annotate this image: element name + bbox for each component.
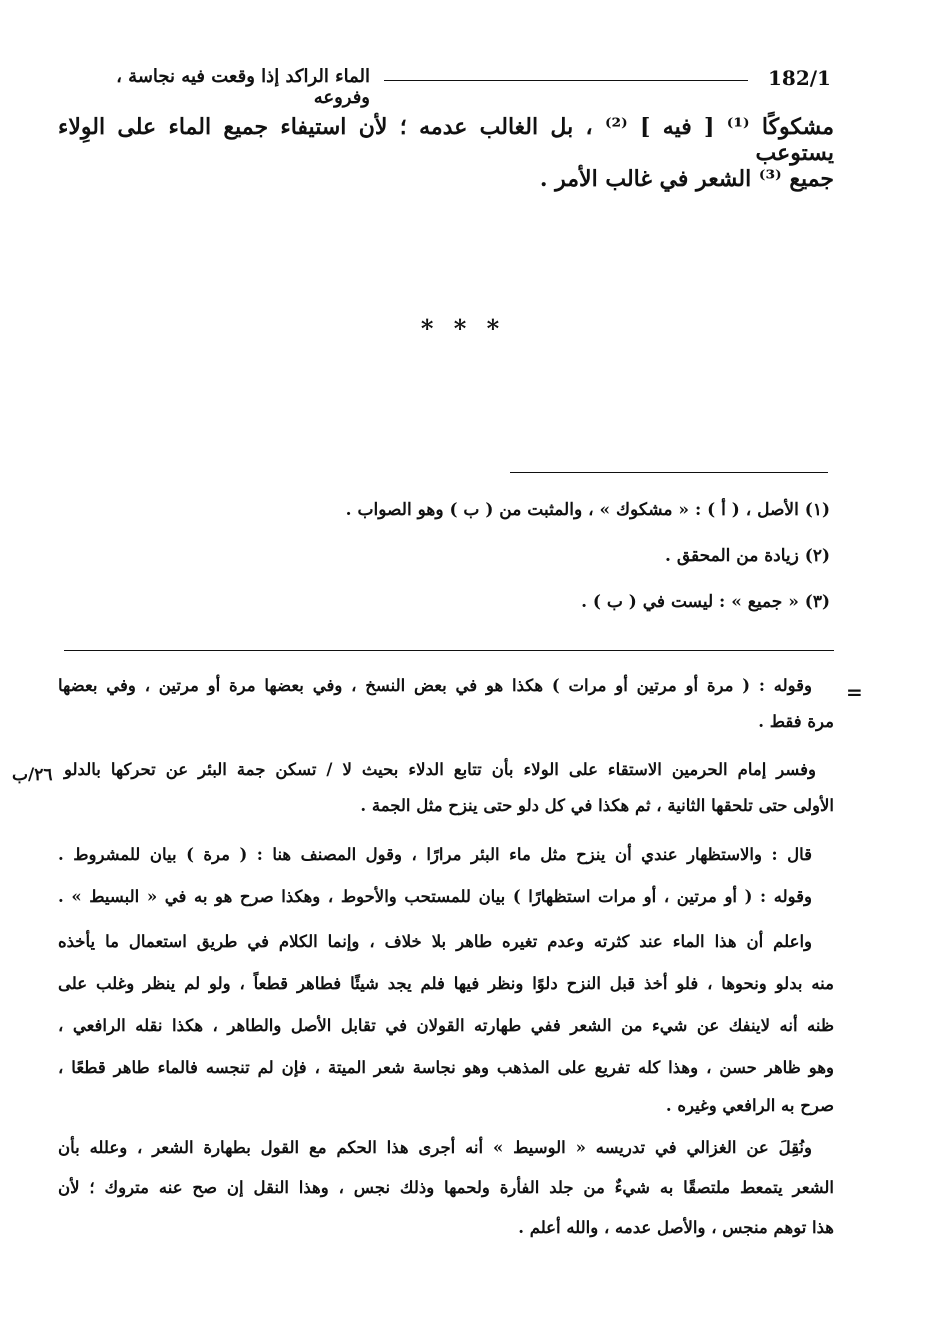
main-text-line-2: جميع ⁽³⁾ الشعر في غالب الأمر .: [539, 166, 834, 192]
footnote-rule: [510, 472, 828, 473]
commentary-line: واعلم أن هذا الماء عند كثرته وعدم تغيره طاهر بلا خلاف ، وإنما الكلام في طريق استعمال ما يأخذه: [58, 932, 812, 951]
page-number: 182/1: [768, 66, 831, 90]
section-separator: * * *: [420, 314, 506, 343]
margin-folio-note: ٢٦/ب: [12, 765, 53, 785]
commentary-line: وفسر إمام الحرمين الاستقاء على الولاء بأن تتابع الدلاء بحيث لا / تسكن جمة البئر عن تحركها بالدلو: [64, 760, 816, 779]
commentary-line: ونُقِلَ عن الغزالي في تدريسه « الوسيط » أنه أجرى هذا الحكم مع القول بطهارة الشعر ، وعلله بأن: [58, 1138, 812, 1157]
commentary-line: صرح به الرافعي وغيره .: [665, 1096, 834, 1115]
commentary-line: وهو ظاهر حسن ، وهذا كله تفريع على المذهب وهو نجاسة شعر الميتة ، فإن لم تنجسه فالماء طاهر قطعًا ،: [58, 1058, 834, 1077]
commentary-line: وقوله : ( أو مرتين ، أو مرات استظهارًا ) بيان للمستحب والأحوط ، وهكذا صرح هو به في « البسيط » .: [58, 887, 812, 906]
commentary-line: الأولى حتى تلحقها الثانية ، ثم هكذا في كل دلو حتى ينزح مثل الجمة .: [360, 796, 834, 815]
commentary-line: الشعر يتمعط ملتصقًا به شيءٌ من جلد الفأرة ولحمها وذلك نجس ، وهذا النقل إن صح عنه متروك ؛ لأن: [58, 1178, 834, 1197]
commentary-line: منه بدلو ونحوها ، فلو أخذ قبل النزح دلوًا ونظر فيها فلم يجد شيئًا فطاهر قطعاً ، ولو لم ينظر وغلب على: [58, 974, 834, 993]
footnote-3: (٣) « جميع » : ليست في ( ب ) .: [581, 592, 830, 612]
footnote-1: (١) الأصل ، ( أ ) : « مشكوك » ، والمثبت من ( ب ) وهو الصواب .: [345, 500, 830, 520]
commentary-line: وقوله : ( مرة أو مرتين أو مرات ) هكذا هو في بعض النسخ ، وفي بعضها مرة أو مرتين ، وفي بعضها: [58, 676, 812, 695]
continuation-marker: =: [846, 680, 863, 704]
commentary-line: مرة فقط .: [758, 712, 834, 731]
header-rule: [384, 80, 748, 81]
commentary-line: ظنه أنه لاينفك عن شيء من الشعر ففي طهارته القولان في تقابل الأصل والطاهر ، هكذا نقله الرافعي ،: [58, 1016, 834, 1035]
commentary-line: قال : والاستظهار عندي أن ينزح مثل ماء البئر مرارًا ، وقول المصنف هنا : ( مرة ) بيان للمشروط .: [58, 845, 812, 864]
running-title: الماء الراكد إذا وقعت فيه نجاسة ، وفروعه: [116, 66, 370, 108]
footnote-2: (٢) زيادة من المحقق .: [665, 546, 830, 566]
main-text-line-1: مشكوكًا ⁽¹⁾ [ فيه ] ⁽²⁾ ، بل الغالب عدمه ؛ لأن استيفاء جميع الماء على الوِلاء يستوعب: [58, 114, 834, 166]
commentary-divider: [64, 650, 834, 651]
commentary-line: هذا توهم منجس ، والأصل عدمه ، والله أعلم .: [518, 1218, 834, 1237]
